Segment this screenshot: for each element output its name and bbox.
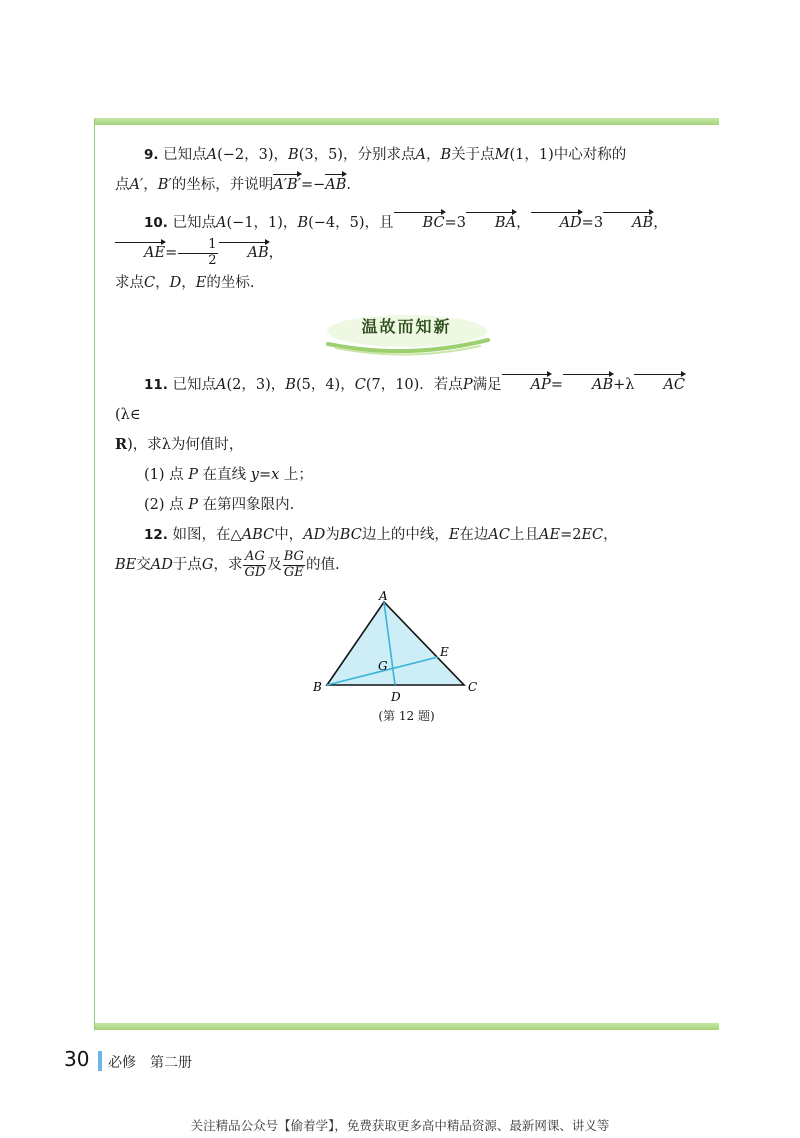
math: BC <box>339 527 362 543</box>
math: A′ <box>129 177 144 193</box>
vector: AB <box>325 177 347 193</box>
text: = <box>165 245 178 261</box>
label-d: D <box>390 690 401 704</box>
math: AD <box>303 527 326 543</box>
problem-number: 11. <box>144 377 168 393</box>
text: =− <box>300 177 326 193</box>
vector: AE <box>115 246 165 261</box>
numerator: BG <box>283 549 304 565</box>
problem-11-part-1 <box>115 460 698 490</box>
label-b: B <box>312 680 322 694</box>
math: P <box>188 467 199 483</box>
problem-number: 12. <box>144 527 168 543</box>
math: ABC <box>241 527 275 543</box>
text: . <box>346 177 351 193</box>
text: 边上的中线， <box>361 527 449 543</box>
text: 交 <box>136 557 151 573</box>
problem-11-line2 <box>115 430 698 460</box>
math: M <box>494 147 510 163</box>
text: ， <box>425 147 441 163</box>
problem-number: 10. <box>144 215 168 231</box>
math: EC <box>581 527 604 543</box>
math: AC <box>488 527 510 543</box>
math: C <box>144 275 156 291</box>
text: +λ <box>613 377 635 393</box>
vector: AB <box>219 246 269 261</box>
text: 在边 <box>459 527 489 543</box>
numerator: 1 <box>208 237 217 253</box>
math: G <box>201 557 214 573</box>
math: B <box>440 147 452 163</box>
text: =3 <box>444 215 466 231</box>
vector: AD <box>531 216 582 231</box>
problem-9-line2 <box>115 170 698 200</box>
text: 上； <box>283 467 313 483</box>
text: 关于点 <box>451 147 495 163</box>
text: 在第四象限内. <box>202 497 295 513</box>
text: (5，4)， <box>295 377 355 393</box>
text: (λ∈ <box>115 407 141 423</box>
math: AD <box>150 557 173 573</box>
text: (3，5)，分别求点 <box>298 147 416 163</box>
math: P <box>188 497 199 513</box>
text: 已知点 <box>172 215 217 231</box>
text: 点 <box>115 177 130 193</box>
text: 已知点 <box>163 147 207 163</box>
text: ， <box>603 527 618 543</box>
vector: BC <box>394 216 445 231</box>
math: B <box>288 147 299 163</box>
label-c: C <box>467 680 477 694</box>
bottom-green-band <box>95 1023 719 1030</box>
text: 已知点 <box>172 377 217 393</box>
fraction-half <box>178 238 217 268</box>
fraction-ag-gd <box>243 550 266 580</box>
denominator: GD <box>244 564 266 580</box>
text: (7，10)．若点 <box>365 377 463 393</box>
label-g: G <box>377 659 388 673</box>
math: A <box>216 377 227 393</box>
text: 上且 <box>510 527 539 543</box>
denominator: 2 <box>178 253 217 268</box>
text: (−2，3)， <box>217 147 289 163</box>
text: 求点 <box>115 275 144 291</box>
vector: BA <box>466 216 516 231</box>
book-title: 必修 第二册 <box>108 1055 192 1071</box>
math: B′ <box>157 177 172 193</box>
math: B <box>285 377 296 393</box>
promo-note: 关注精品公众号【偷着学】，免费获取更多高中精品资源、最新网课、讲义等 <box>190 1118 610 1133</box>
text: (2，3)， <box>226 377 286 393</box>
problem-11 <box>115 370 698 430</box>
math: E <box>195 275 207 291</box>
text: (1) 点 <box>144 467 184 483</box>
figure-caption: (第 12 题) <box>378 709 435 723</box>
triangle-diagram <box>307 588 507 706</box>
text: =3 <box>581 215 604 231</box>
text: 的坐标. <box>206 275 255 291</box>
text: 如图，在△ <box>172 527 242 543</box>
vector: AC <box>634 378 685 393</box>
math: A <box>206 147 218 163</box>
vector: A′B′ <box>273 177 301 193</box>
heading-text: 温故而知新 <box>361 317 452 336</box>
problem-10-line2 <box>115 268 698 298</box>
label-a: A <box>378 589 388 603</box>
vector: AP <box>502 378 551 393</box>
text: ， <box>268 245 284 261</box>
text: ， <box>181 275 196 291</box>
fraction-bg-ge <box>283 550 305 580</box>
text: ， <box>155 275 170 291</box>
math: D <box>169 275 182 291</box>
vector: AB <box>603 216 653 231</box>
text: ，求 <box>213 557 243 573</box>
real-numbers-symbol: R <box>115 436 128 453</box>
math: E <box>448 527 460 543</box>
text: 中， <box>274 527 304 543</box>
footer-accent-bar <box>98 1051 102 1071</box>
text: = <box>550 377 563 393</box>
vector: AB <box>563 378 613 393</box>
text: 的值. <box>305 557 340 573</box>
text: ， <box>516 215 531 231</box>
math: C <box>354 377 366 393</box>
problem-12-line2 <box>115 550 698 580</box>
page-number: 30 <box>64 1047 90 1071</box>
page-content <box>115 140 698 726</box>
text: 在直线 <box>202 467 247 483</box>
numerator: AG <box>244 549 265 565</box>
triangle-abc <box>327 602 464 685</box>
top-green-band <box>95 118 719 125</box>
problem-10 <box>115 208 698 268</box>
section-heading <box>312 310 502 356</box>
page-frame <box>94 118 719 1030</box>
denominator: GE <box>283 564 304 580</box>
text: 满足 <box>472 377 502 393</box>
math: P <box>462 377 473 393</box>
triangle-figure <box>115 588 698 726</box>
text: 为 <box>325 527 340 543</box>
problem-9 <box>115 140 698 170</box>
text: (−4，5)，且 <box>308 215 394 231</box>
text: =2 <box>560 527 582 543</box>
problem-12 <box>115 520 698 550</box>
math: B <box>297 215 309 231</box>
math: A <box>216 215 227 231</box>
math: y=x <box>250 467 280 483</box>
text: (2) 点 <box>144 497 184 513</box>
math: AE <box>539 527 561 543</box>
problem-11-part-2 <box>115 490 698 520</box>
math: A <box>415 147 426 163</box>
text: ， <box>653 215 668 231</box>
text: )，求λ为何值时， <box>127 437 244 453</box>
text: 的坐标，并说明 <box>171 177 274 193</box>
problem-number: 9. <box>144 147 159 163</box>
text: 于点 <box>172 557 202 573</box>
text: ， <box>143 177 158 193</box>
math: BE <box>115 557 137 573</box>
text: 及 <box>267 557 282 573</box>
label-e: E <box>439 645 449 659</box>
text: (−1，1)， <box>226 215 298 231</box>
text: (1，1)中心对称的 <box>509 147 627 163</box>
